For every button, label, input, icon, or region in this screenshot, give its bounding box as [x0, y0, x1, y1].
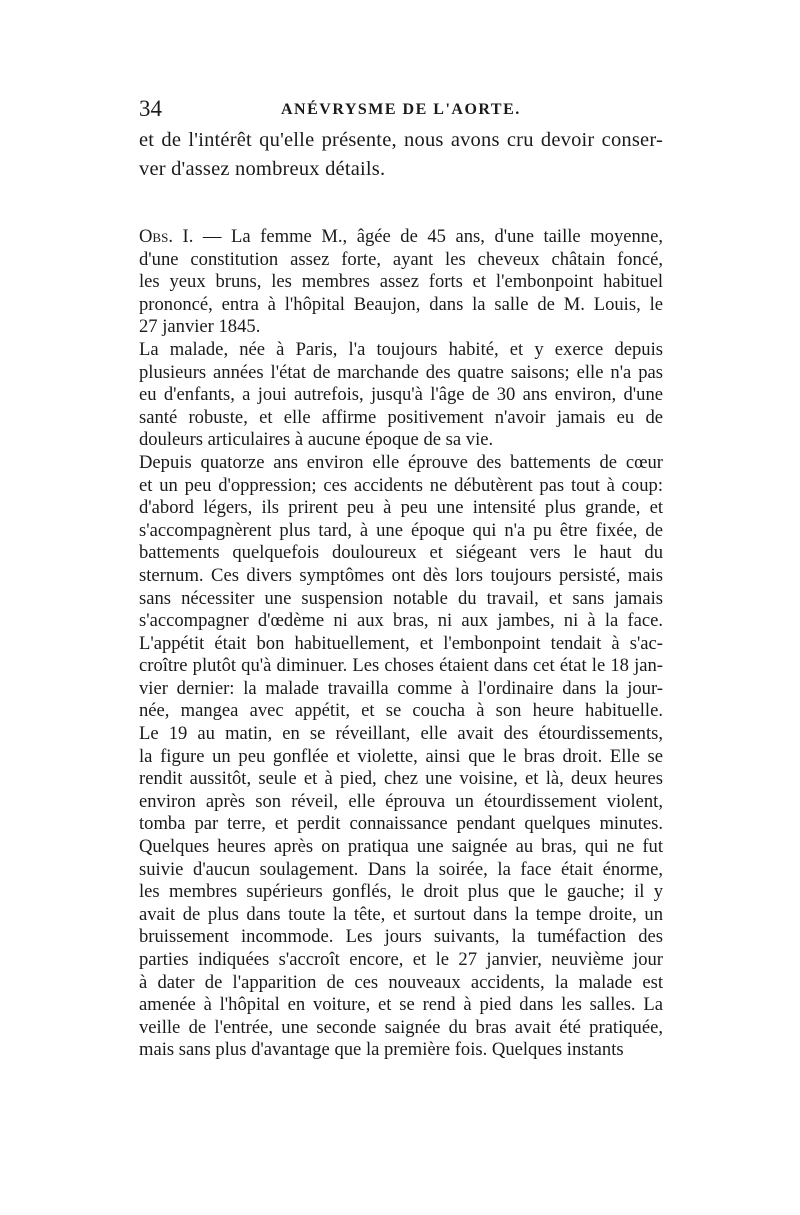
text-line: avait de plus dans toute la tête, et surtout dans la tempe droite, un [139, 903, 663, 925]
observation-block [139, 226, 663, 1062]
text-line: ver d'assez nombreux détails. [139, 158, 386, 180]
text-line: tomba par terre, et perdit connaissance pendant quelques minutes. [139, 813, 663, 835]
page-number: 34 [139, 96, 162, 121]
text-line: Depuis quatorze ans environ elle éprouve des battements de cœur [139, 451, 663, 473]
text-line: environ après son réveil, elle éprouva un étourdissement violent, [139, 790, 663, 812]
text-line: s'accompagner d'œdème ni aux bras, ni aux jambes, ni à la face. [139, 610, 663, 632]
text-line: 27 janvier 1845. [139, 316, 261, 338]
text-line: d'une constitution assez forte, ayant les cheveux châtain foncé, [139, 248, 663, 270]
observation-first-line [139, 226, 663, 249]
text-line: à dater de l'apparition de ces nouveaux accidents, la malade est [139, 971, 663, 993]
text-line: sans nécessiter une suspension notable du travail, et sans jamais [139, 587, 663, 609]
text-line: d'abord légers, ils prirent peu à peu une intensité plus grande, et [139, 497, 663, 519]
text-line: rendit aussitôt, seule et à pied, chez une voisine, et là, deux heures [139, 768, 663, 790]
observation-first-line-text: — La femme M., âgée de 45 ans, d'une taille moyenne, [193, 226, 664, 247]
text-line: née, mangea avec appétit, et se coucha à son heure habituelle. [139, 700, 663, 722]
text-line: suivie d'aucun soulagement. Dans la soirée, la face était énorme, [139, 858, 663, 880]
text-line: Quelques heures après on pratiqua une saignée au bras, qui ne fut [139, 836, 663, 858]
text-line: battements quelquefois douloureux et siégeant vers le haut du [139, 542, 663, 564]
text-line: prononcé, entra à l'hôpital Beaujon, dans la salle de M. Louis, le [139, 293, 663, 315]
text-line: sternum. Ces divers symptômes ont dès lors toujours persisté, mais [139, 564, 663, 586]
text-line: la figure un peu gonflée et violette, ainsi que le bras droit. Elle se [139, 745, 663, 767]
text-line: parties indiquées s'accroît encore, et le 27 janvier, neuvième jour [139, 949, 663, 970]
text-line: s'accompagnèrent plus tard, à une époque qui n'a pu être fixée, de [139, 519, 663, 541]
intro-paragraph [139, 126, 663, 184]
text-line: Le 19 au matin, en se réveillant, elle avait des étourdissements, [139, 723, 663, 745]
text-line: les yeux bruns, les membres assez forts et l'embonpoint habituel [139, 271, 663, 293]
text-line: La malade, née à Paris, l'a toujours habité, et y exerce depuis [139, 338, 663, 360]
text-line: et un peu d'oppression; ces accidents ne débutèrent pas tout à coup: [139, 474, 663, 496]
text-line: eu d'enfants, a joui autrefois, jusqu'à l'âge de 30 ans environ, d'une [139, 384, 663, 406]
text-line: bruissement incommode. Les jours suivants, la tuméfaction des [139, 926, 663, 948]
observation-label: Obs. I. [139, 226, 194, 247]
text-line: veille de l'entrée, une seconde saignée du bras avait été pratiquée, [139, 1016, 663, 1038]
text-line: les membres supérieurs gonflés, le droit plus que le gauche; il y [139, 881, 663, 903]
text-line: douleurs articulaires à aucune époque de sa vie. [139, 429, 494, 451]
text-line: L'appétit était bon habituellement, et l'embonpoint tendait à s'ac- [139, 632, 663, 654]
text-line: santé robuste, et elle affirme positivement n'avoir jamais eu de [139, 406, 663, 428]
text-line: croître plutôt qu'à diminuer. Les choses étaient dans cet état le 18 jan- [139, 655, 663, 677]
text-line: plusieurs années l'état de marchande des quatre saisons; elle n'a pas [139, 361, 663, 383]
text-line: et de l'intérêt qu'elle présente, nous avons cru devoir conser- [139, 129, 663, 151]
text-line: mais sans plus d'avantage que la première fois. Quelques instants [139, 1039, 624, 1061]
page-header [139, 96, 663, 122]
text-line: vier dernier: la malade travailla comme à l'ordinaire dans la jour- [139, 677, 663, 699]
running-title: ANÉVRYSME DE L'AORTE. [281, 101, 521, 118]
text-line: amenée à l'hôpital en voiture, et se rend à pied dans les salles. La [139, 994, 663, 1016]
